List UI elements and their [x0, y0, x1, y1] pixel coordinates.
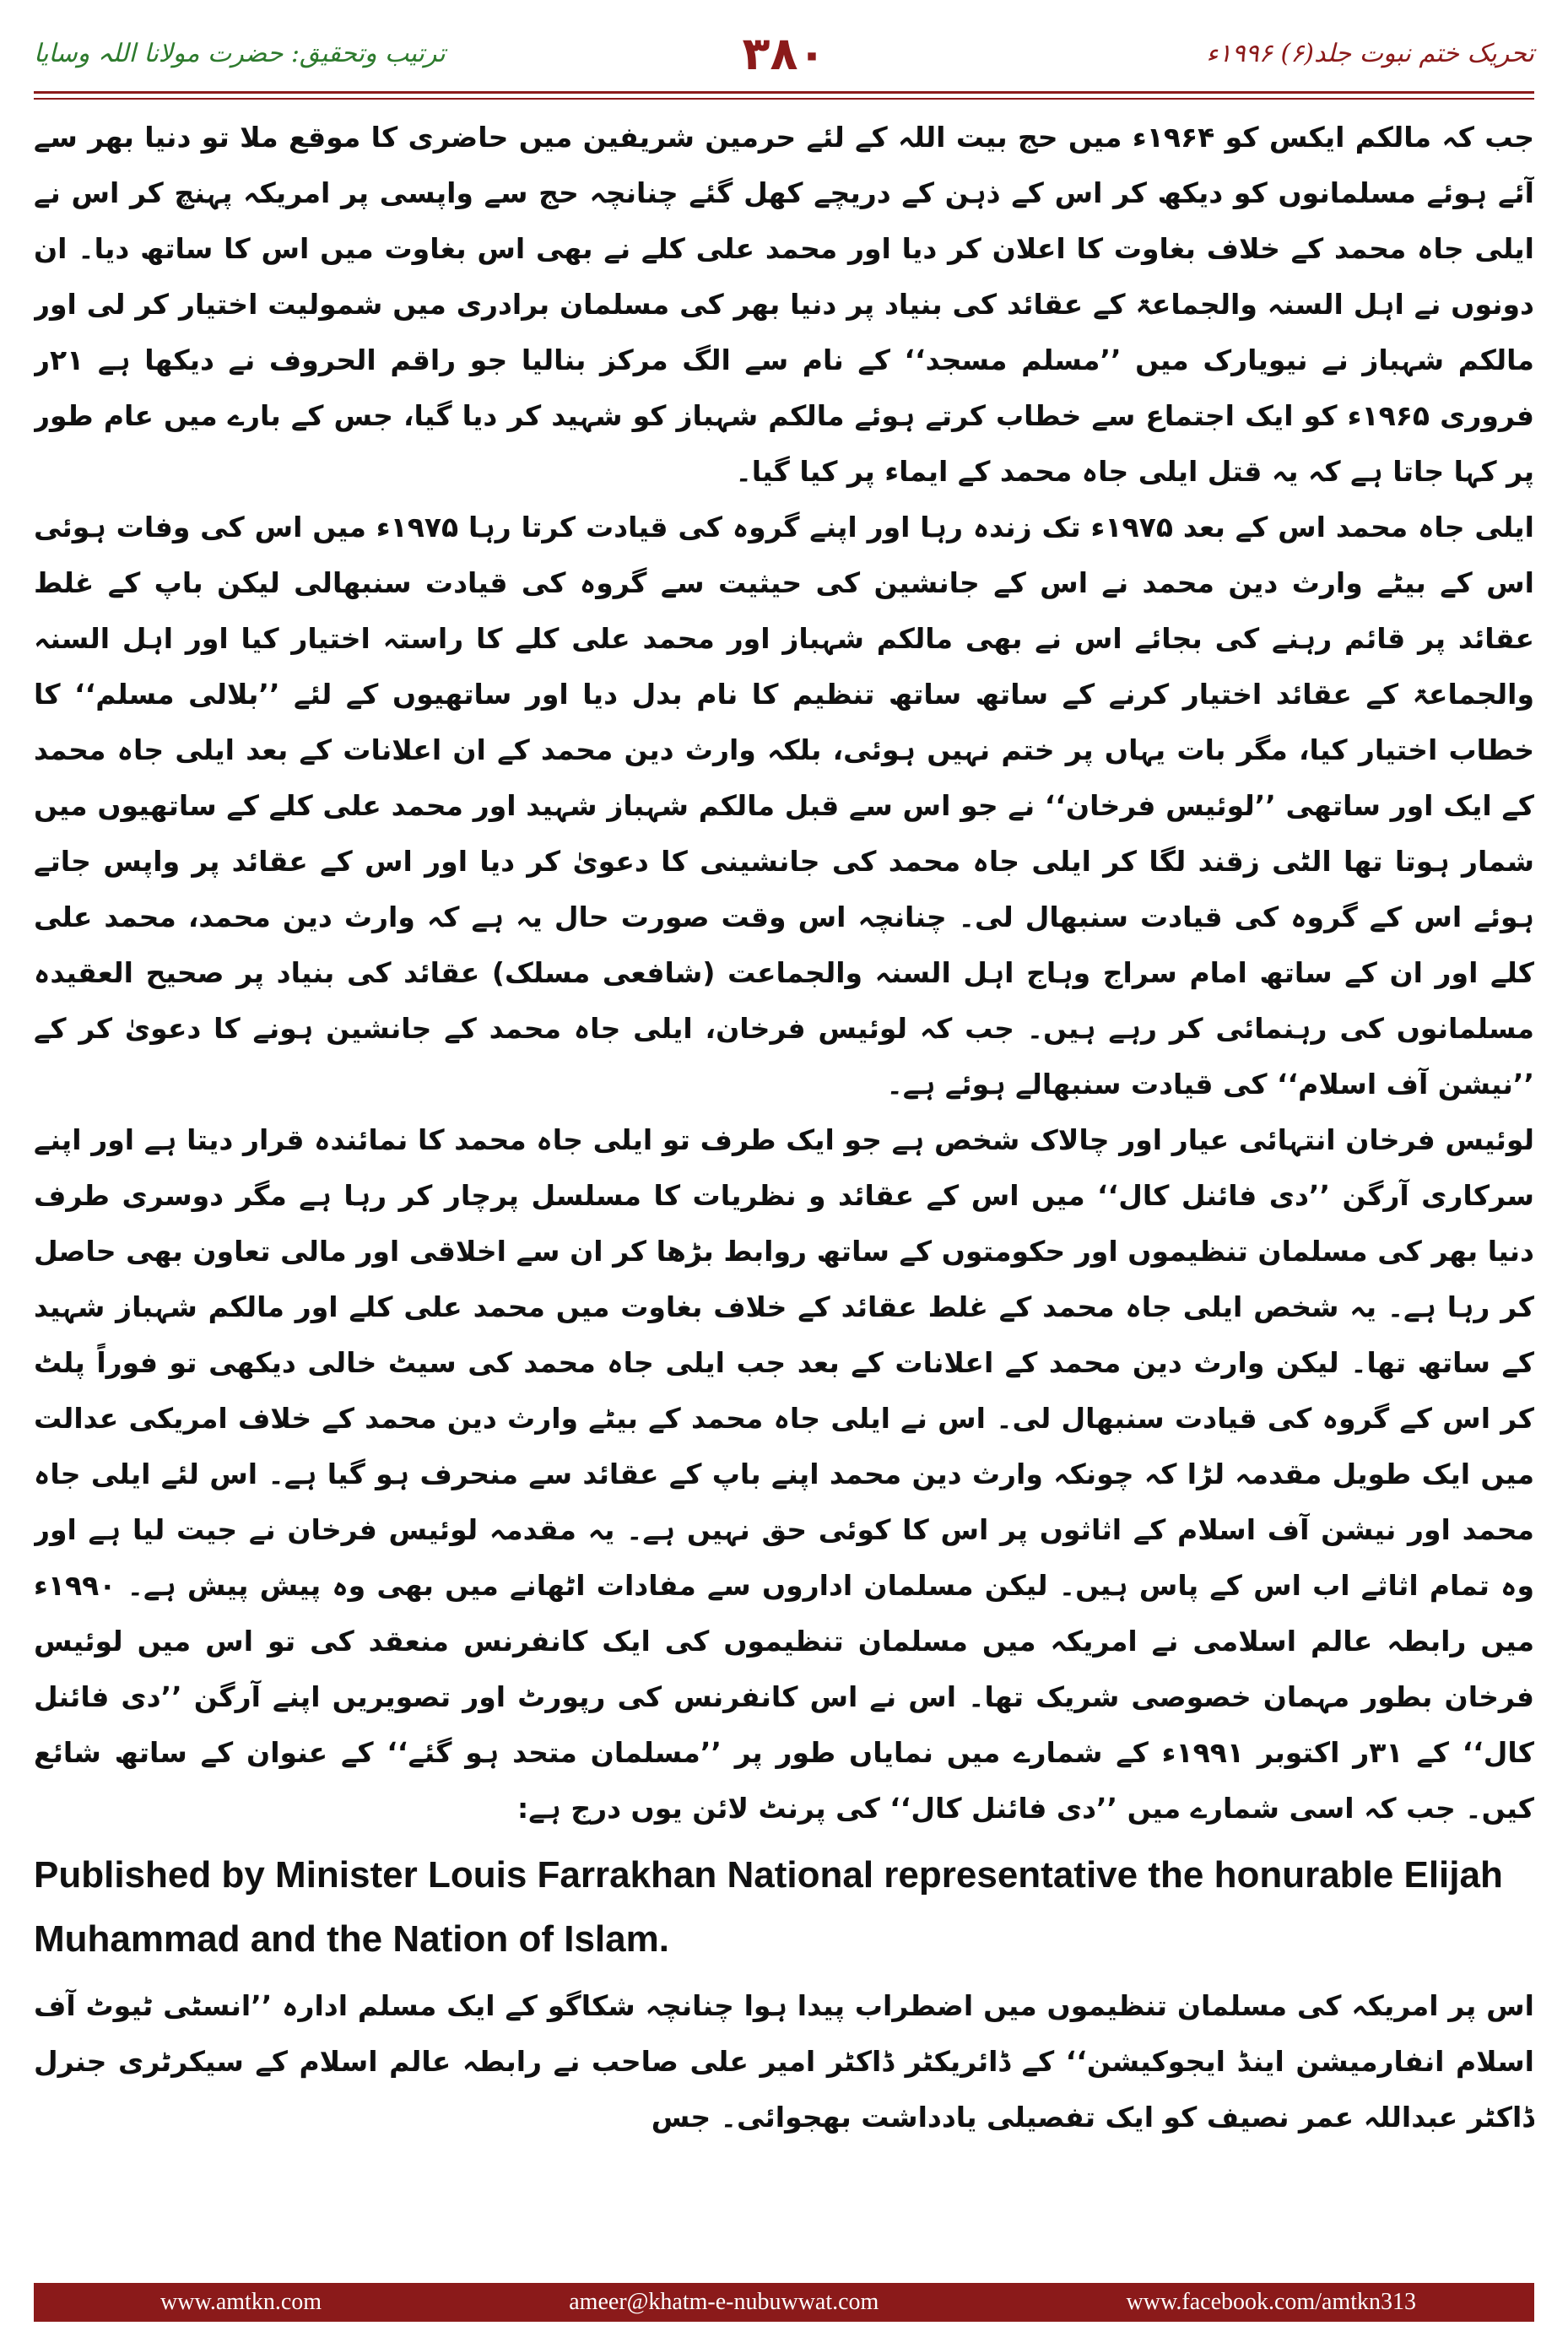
page-header	[34, 27, 1534, 84]
facebook-link[interactable]: www.facebook.com/amtkn313	[1126, 2289, 1416, 2315]
paragraph-3: لوئیس فرخان انتہائی عیار اور چالاک شخص ہے جو ایک طرف تو ایلی جاہ محمد کا نمائندہ قرار دیتا ہے اور اپنے سرکاری آرگن ’’دی فائنل کال‘‘ میں اس کے عقائد و نظریات کا مسلسل پرچار کر رہا ہے مگر دوسری طرف دنیا بھر کی مسلمان تنظیموں اور حکومتوں کے ساتھ روابط بڑھا کر ان سے اخلاقی اور مالی تعاون بھی حاصل کر رہا ہے۔ یہ شخص ایلی جاہ محمد کے غلط عقائد کے خلاف بغاوت میں محمد علی کلے اور مالکم شہباز شہید کے ساتھ تھا۔ لیکن وارث دین محمد کے اعلانات کے بعد جب ایلی جاہ محمد کی سیٹ خالی دیکھی تو فوراً پلٹ کر اس کے گروہ کی قیادت سنبھال لی۔ اس نے ایلی جاہ محمد کے بیٹے وارث دین محمد کے خلاف امریکی عدالت میں ایک طویل مقدمہ لڑا کہ چونکہ وارث دین محمد اپنے باپ کے عقائد سے منحرف ہو گیا ہے۔ اس لئے ایلی جاہ محمد اور نیشن آف اسلام کے اثاثوں پر اس کا کوئی حق نہیں ہے۔ یہ مقدمہ لوئیس فرخان نے جیت لیا ہے اور وہ تمام اثاثے اب اس کے پاس ہیں۔ لیکن مسلمان اداروں سے مفادات اٹھانے میں بھی وہ پیش پیش ہے۔ ۱۹۹۰ء میں رابطہ عالم اسلامی نے امریکہ میں مسلمان تنظیموں کی ایک کانفرنس منعقد کی تو اس میں لوئیس فرخان بطور مہمان خصوصی شریک تھا۔ اس نے اس کانفرنس کی رپورٹ اور تصویریں اپنے آرگن ’’دی فائنل کال‘‘ کے ۳۱ر اکتوبر ۱۹۹۱ء کے شمارے میں نمایاں طور پر ’’مسلمان متحد ہو گئے‘‘ کے عنوان کے ساتھ شائع کیں۔ جب کہ اسی شمارے میں ’’دی فائنل کال‘‘ کی پرنٹ لائن یوں درج ہے:	[34, 1123, 1534, 1825]
page-body	[34, 110, 1534, 2266]
email-link[interactable]: ameer@khatm-e-nubuwwat.com	[569, 2289, 879, 2315]
paragraph-1: جب کہ مالکم ایکس کو ۱۹۶۴ء میں حج بیت اللہ کے لئے حرمین شریفین میں حاضری کا موقع ملا تو دنیا بھر سے آئے ہوئے مسلمانوں کو دیکھ کر اس کے ذہن کے دریچے کھل گئے چنانچہ حج سے واپسی پر امریکہ پہنچ کر اس نے ایلی جاہ محمد کے خلاف بغاوت کا اعلان کر دیا اور محمد علی کلے نے بھی اس بغاوت میں اس کا ساتھ دیا۔ ان دونوں نے اہل السنہ والجماعۃ کے عقائد کی بنیاد پر دنیا بھر کی مسلمان برادری میں شمولیت اختیار کر لی اور مالکم شہباز نے نیویارک میں ’’مسلم مسجد‘‘ کے نام سے الگ مرکز بنالیا جو راقم الحروف نے دیکھا ہے ۲۱ر فروری ۱۹۶۵ء کو ایک اجتماع سے خطاب کرتے ہوئے مالکم شہباز کو شہید کر دیا گیا، جس کے بارے میں عام طور پر کہا جاتا ہے کہ یہ قتل ایلی جاہ محمد کے ایماء پر کیا گیا۔	[34, 121, 1534, 488]
paragraph-2: ایلی جاہ محمد اس کے بعد ۱۹۷۵ء تک زندہ رہا اور اپنے گروہ کی قیادت کرتا رہا ۱۹۷۵ء میں اس کی وفات ہوئی اس کے بیٹے وارث دین محمد نے اس کے جانشین کی حیثیت سے گروہ کی قیادت سنبھالی لیکن باپ کے غلط عقائد پر قائم رہنے کی بجائے اس نے بھی مالکم شہباز اور محمد علی کلے کا راستہ اختیار کیا اور اہل السنہ والجماعۃ کے عقائد اختیار کرنے کے ساتھ ساتھ تنظیم کا نام بدل دیا اور ساتھیوں کے لئے ’’بلالی مسلم‘‘ کا خطاب اختیار کیا، مگر بات یہاں پر ختم نہیں ہوئی، بلکہ وارث دین محمد کے ان اعلانات کے بعد ایلی جاہ محمد کے ایک اور ساتھی ’’لوئیس فرخان‘‘ نے جو اس سے قبل مالکم شہباز شہید اور محمد علی کلے کے ساتھیوں میں شمار ہوتا تھا الٹی زقند لگا کر ایلی جاہ محمد کی جانشینی کا دعویٰ کر دیا اور اس کے عقائد پر واپس جاتے ہوئے اس کے گروہ کی قیادت سنبھال لی۔ چنانچہ اس وقت صورت حال یہ ہے کہ وارث دین محمد، محمد علی کلے اور ان کے ساتھ امام سراج وہاج اہل السنہ والجماعت (شافعی مسلک) عقائد کی بنیاد پر صحیح العقیدہ مسلمانوں کی رہنمائی کر رہے ہیں۔ جب کہ لوئیس فرخان، ایلی جاہ محمد کے جانشین ہونے کا دعویٰ کر کے ’’نیشن آف اسلام‘‘ کی قیادت سنبھالے ہوئے ہے۔	[34, 511, 1534, 1101]
english-print-line-quote: Published by Minister Louis Farrakhan National representative the honurable Elijah Muhammad and the Nation of Islam.	[34, 1854, 1503, 1960]
book-title: تحریک ختم نبوت جلد(۶) ۱۹۹۶ء	[1206, 39, 1534, 68]
paragraph-4: اس پر امریکہ کی مسلمان تنظیموں میں اضطراب پیدا ہوا چنانچہ شکاگو کے ایک مسلم ادارہ ’’انسٹی ٹیوٹ آف اسلام انفارمیشن اینڈ ایجوکیشن‘‘ کے ڈائریکٹر ڈاکٹر امیر علی صاحب نے رابطہ عالم اسلام کے سیکرٹری جنرل ڈاکٹر عبداللہ عمر نصیف کو ایک تفصیلی یادداشت بھجوائی۔ جس	[34, 1989, 1534, 2134]
header-divider-secondary	[34, 98, 1534, 100]
page-footer	[34, 2283, 1534, 2322]
page-number: ۳۸۰	[742, 27, 826, 80]
website-link[interactable]: www.amtkn.com	[160, 2289, 322, 2315]
header-divider	[34, 91, 1534, 94]
compiler-credit: ترتیب وتحقیق: حضرت مولانا اللہ وسایا	[34, 39, 446, 68]
